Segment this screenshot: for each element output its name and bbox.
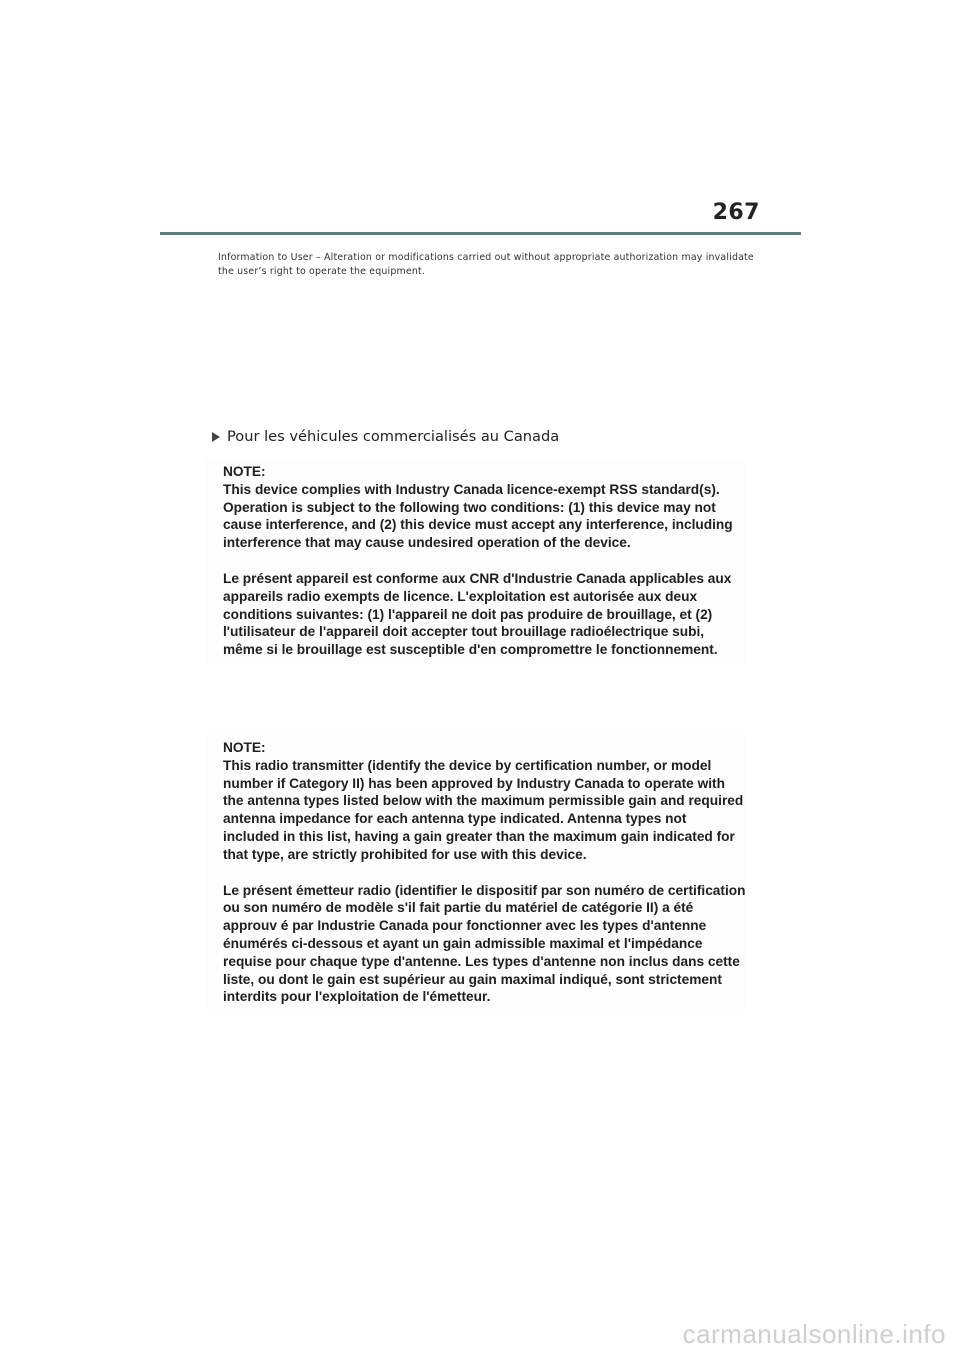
watermark-text: carmanualsonline.info <box>682 1319 946 1349</box>
page-number: 267 <box>712 200 760 225</box>
section-heading-label: Pour les véhicules commercialisés au Canada <box>227 428 560 445</box>
notice-english-text: This device complies with Industry Canada licence-exempt RSS standard(s). Operation is subject to the following two conditions: (1) this device may not cause interference, and (2) this device must accept any interference, including interference that may cause undesired operation of the device. <box>223 481 733 551</box>
user-information-text: Information to User – Alteration or modifications carried out without appropriate authorization may invalidate the user’s right to operate the equipment. <box>218 252 754 277</box>
notice-french-text: Le présent émetteur radio (identifier le dispositif par son numéro de certification ou son numéro de modèle s'il fait partie du matériel de catégorie II) a été approuv é par Industrie Canada pour fonctionner avec les types d'antenne énumérés ci-dessous et ayant un gain admissible maximal et l'impédance requise pour chaque type d'antenne. Les types d'antenne non inclus dans cette liste, ou dont le gain est supérieur au gain maximal indiqué, sont strictement interdits pour l'exploitation de l'émetteur. <box>223 882 746 1005</box>
note-label: NOTE: <box>223 464 266 479</box>
note-label: NOTE: <box>223 740 266 755</box>
header-rule <box>160 232 801 235</box>
compliance-notice-2 <box>206 734 746 1011</box>
triangle-right-icon <box>212 432 220 442</box>
compliance-notice-1 <box>206 458 746 664</box>
notice-english-text: This radio transmitter (identify the device by certification number, or model number if Category II) has been approved by Industry Canada to operate with the antenna types listed below with the maximum permissible gain and required antenna impedance for each antenna type indicated. Antenna types not included in this list, having a gain greater than the maximum gain indicated for that type, are strictly prohibited for use with this device. <box>223 757 744 862</box>
section-heading <box>212 428 559 445</box>
notice-french-text: Le présent appareil est conforme aux CNR d'Industrie Canada applicables aux appareils radio exempts de licence. L'exploitation est autorisée aux deux conditions suivantes: (1) l'appareil ne doit pas produire de brouillage, et (2) l'utilisateur de l'appareil doit accepter tout brouillage radioélectrique subi, même si le brouillage est susceptible d'en compromettre le fonctionnement. <box>223 570 732 658</box>
